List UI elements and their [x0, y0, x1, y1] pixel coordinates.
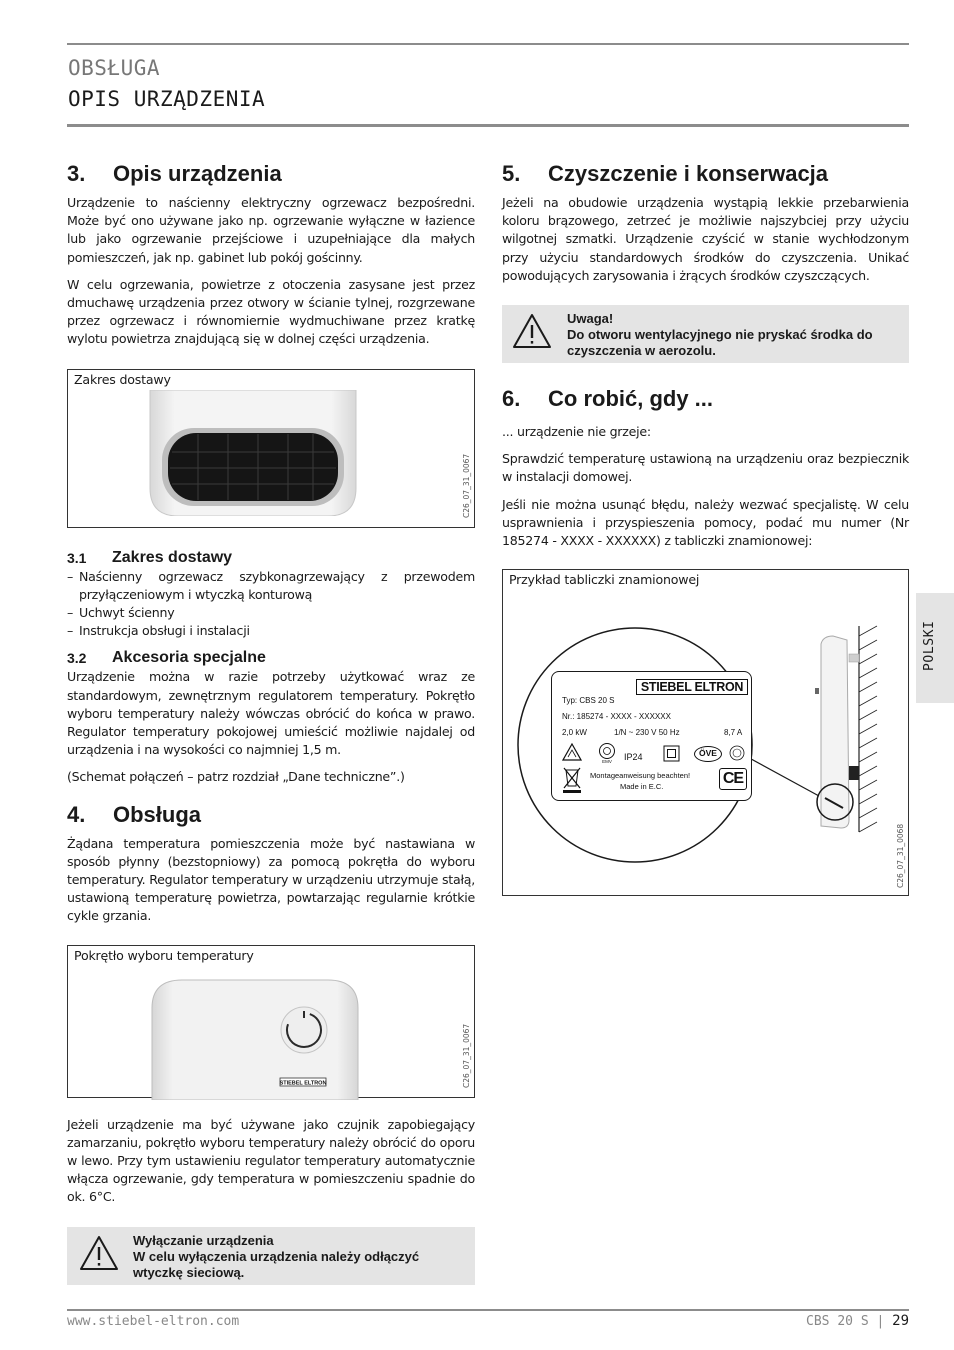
figure-code: C26_07_31_0068 [896, 824, 905, 889]
list-item: – Uchwyt ścienny [67, 604, 475, 622]
figure-rating-plate [502, 569, 909, 896]
header-section-title: OPIS URZĄDZENIA [68, 87, 266, 111]
warning-triangle-icon [79, 1235, 119, 1271]
plate-note-origin: Made in E.C. [620, 782, 664, 792]
figure-code: C26_07_31_0067 [462, 453, 471, 518]
warning-title: Wyłączanie urządzenia [133, 1232, 274, 1248]
footer-separator: | [876, 1314, 885, 1329]
section-3-1-heading: 3.1 Zakres dostawy [67, 548, 233, 566]
warning-triangle-icon [512, 313, 552, 349]
brand-logo-small: STIEBEL ELTRON [279, 1080, 327, 1087]
section-6-heading: 6. Co robić, gdy ... [502, 386, 714, 412]
language-tab [916, 593, 954, 703]
figure-caption: Przykład tabliczki znamionowej [509, 572, 700, 588]
emv-mark-icon [597, 742, 617, 764]
warning-message: Do otworu wentylacyjnego nie pryskać środka do czyszczenia w aerozolu. [567, 327, 873, 359]
warning-content [567, 311, 897, 359]
section-3-paragraph-2: W celu ogrzewania, powietrze z otoczenia zasysane jest przez dmuchawę urządzenia przez otwory w ścianie tylnej, rozgrzewane przez ogrzewacz i równomiernie wydmuchiwane przez kratkę wylotu powietrza znajdującą się w dolnej części urządzenia. [67, 276, 475, 347]
plate-serial: Nr.: 185274 - XXXX - XXXXXX [562, 712, 671, 722]
delivery-scope-list [67, 568, 475, 641]
ove-mark-icon: ÖVE [694, 746, 722, 762]
right-column [502, 160, 909, 896]
protection-class-icon [663, 745, 680, 762]
list-item: – Naścienny ogrzewacz szybkonagrzewający z przewodem przyłączeniowym i wtyczką konturową [67, 568, 475, 604]
weee-bin-icon [562, 766, 582, 794]
figure-caption: Pokrętło wyboru temperatury [74, 947, 254, 963]
warning-box-switch-off [67, 1227, 475, 1285]
approval-mark-icon [728, 744, 746, 764]
header-rule-top [67, 43, 909, 45]
figure-caption: Zakres dostawy [74, 371, 171, 387]
rating-plate [551, 671, 752, 801]
footer-page-info [806, 1313, 909, 1329]
section-6-paragraph-2: Sprawdzić temperaturę ustawioną na urządzeniu oraz bezpiecznik w instalacji domowej. [502, 451, 909, 485]
plate-voltage: 1/N ~ 230 V 50 Hz [614, 728, 680, 738]
header-rule-bottom [67, 124, 909, 127]
emv-mark-label: EMV [602, 759, 612, 765]
section-5-heading: 5. Czyszczenie i konserwacja [502, 161, 829, 186]
plate-type: Typ: CBS 20 S [562, 696, 615, 706]
language-tab-label: POLSKI [922, 620, 937, 671]
figure-temperature-knob [67, 945, 475, 1098]
section-6-paragraph-3: Jeśli nie można usunąć błędu, należy wezwać specjalistę. W celu usprawnienia i przyspieszenia pomocy, podać mu numer (Nr 185274 - XXXX - XXXXXX) z tabliczki znamionowej: [502, 496, 909, 549]
warning-content [133, 1233, 463, 1281]
plate-power: 2,0 kW [562, 728, 587, 738]
warning-message: W celu wyłączenia urządzenia należy odłączyć wtyczkę sieciową. [133, 1248, 420, 1280]
warning-box-cleaning [502, 305, 909, 363]
left-column [67, 160, 475, 1285]
page-number: 29 [892, 1313, 909, 1329]
plate-ip-rating: IP24 [624, 752, 643, 763]
section-3-2-paragraph-2: (Schemat połączeń – patrz rozdział „Dane techniczne”.) [67, 769, 405, 785]
section-4-paragraph-1: Żądana temperatura pomieszczenia może być nastawiana w sposób płynny (bezstopniowy) za pomocą pokrętła do wyboru temperatury. Regulator temperatury w urządzeniu utrzymuje stałą, ustawioną temperaturę powietrza, powtarzając regularnie krótkie cykle grzania. [67, 835, 475, 924]
section-6-paragraph-1: ... urządzenie nie grzeje: [502, 424, 651, 440]
section-4-paragraph-2: Jeżeli urządzenie ma być używane jako czujnik zapobiegający zamarzaniu, pokrętło wyboru temperatury należy obrócić do oporu w lewo. Przy tym ustawieniu regulator temperatury automatycznie włącza ogrzewanie, gdy temperatura w pomieszczeniu spadnie do ok. 6°C. [67, 1116, 475, 1205]
section-3-2-heading: 3.2 Akcesoria specjalne [67, 649, 266, 667]
plate-current: 8,7 A [724, 728, 743, 738]
section-3-heading: 3. Opis urządzenia [67, 161, 282, 186]
heater-front-illustration [148, 390, 358, 516]
footer-url: www.stiebel-eltron.com [67, 1314, 240, 1329]
safety-triangle-icon [562, 743, 582, 761]
section-5-paragraph-1: Jeżeli na obudowie urządzenia wystąpią lekkie przebarwienia koloru brązowego, zetrzeć je możliwie najszybciej przy użyciu wilgotnej szmatki. Urządzenie czyścić w stanie wychłodzonym przy użyciu standardowych środków do czyszczenia. Unikać powodujących zarysowania i żrących środków czyszczących. [502, 195, 909, 283]
footer-rule [67, 1309, 909, 1311]
footer-model: CBS 20 S [806, 1314, 869, 1329]
header-chapter-title: OBSŁUGA [68, 56, 161, 80]
warning-title: Uwaga! [567, 311, 614, 327]
section-3-paragraph-1: Urządzenie to naścienny elektryczny ogrzewacz bezpośredni. Może być ono używane jako np. ogrzewanie wyłączne w łazience lub jako ogrzewanie przejściowe i uzupełniające dla małych pomieszczeń, jak np. gabinet lub pokój gościnny. [67, 195, 475, 265]
list-item: – Instrukcja obsługi i instalacji [67, 622, 475, 640]
figure-delivery-scope [67, 369, 475, 528]
heater-top-illustration [150, 978, 360, 1100]
section-3-2-paragraph-1: Urządzenie można w razie potrzeby użytkować wraz ze standardowym, zewnętrznym regulatorem temperatury. Pokrętło wyboru temperatury należy wówczas obrócić do końca w prawo. Regulator temperatury pokojowej umieścić możliwie najdalej od urządzenia i na wysokości co najmniej 1,5 m. [67, 669, 475, 758]
plate-brand-logo: STIEBEL ELTRON [636, 679, 748, 695]
plate-note-instructions: Montageanweisung beachten! [590, 771, 691, 781]
section-4-heading: 4. Obsługa [67, 801, 202, 827]
ce-mark-icon: CE [719, 768, 747, 790]
figure-code: C26_07_31_0067 [462, 1023, 471, 1088]
